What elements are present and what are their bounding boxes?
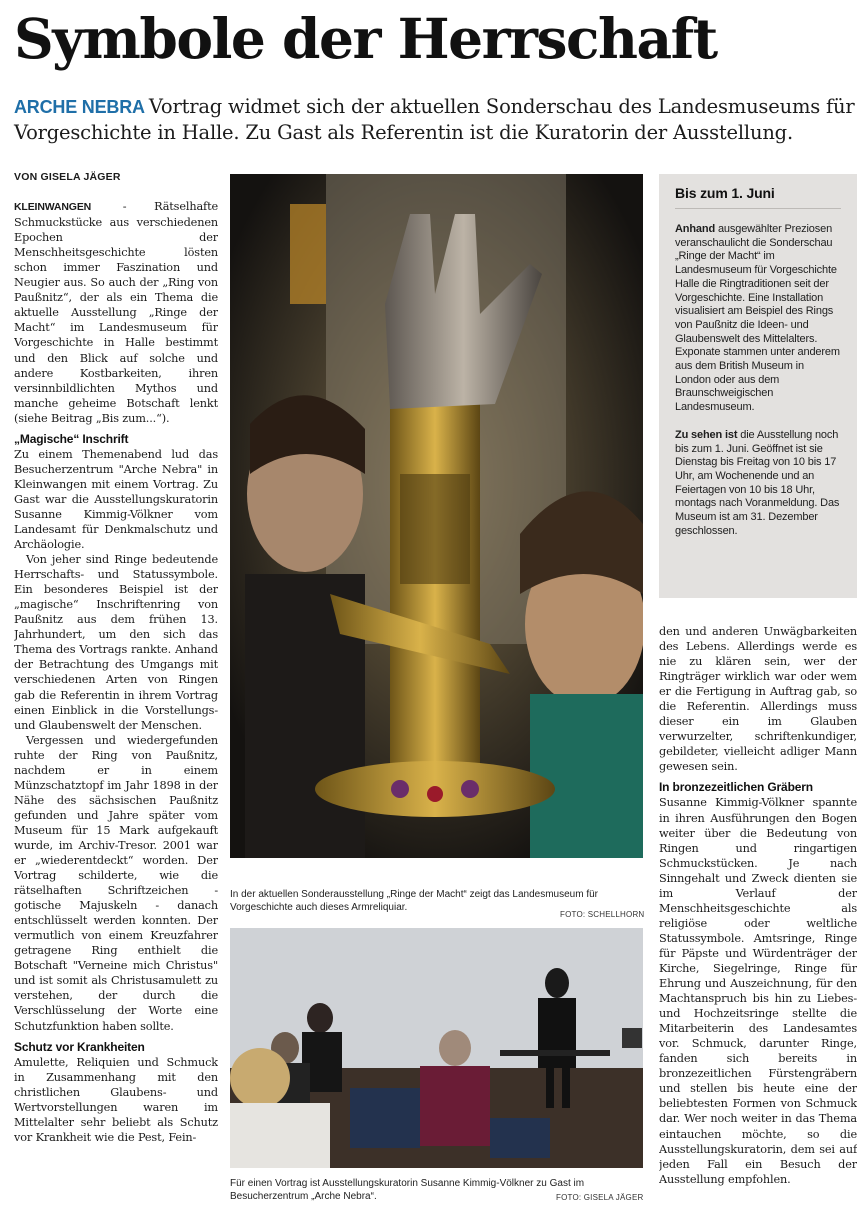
article-column-1 — [14, 170, 218, 1216]
byline: VON GISELA JÄGER — [14, 171, 121, 183]
paragraph-rediscovery: Vergessen und wiedergefunden ruhte der Ring von Paußnitz, nachdem er in einem Münzschatztopf im Jahr 1898 in der Nähe des sächsischen Paußnitz gefunden und Jahre später vom Museum für 15 Mark aufgekauft wurde, im Archiv-Tresor. 2001 war er „wiederentdeckt“ worden. Der Vortrag schilderte, wie die rätselhaften Schriftzeichen - gotische Majuskeln - danach entschlüsselt werden konnten. Der vermutlich von einem Kreuzfahrer getragene Ring enthielt die Botschaft "Verneine mich Christus" und ist somit als Christusamulett zu verstehen, der durch die Verschlüsselung der Worte eine Schutzfunktion haben sollte. — [14, 733, 218, 1033]
subheading-protection: Schutz vor Krankheiten — [14, 1039, 145, 1054]
info-box-title: Bis zum 1. Juni — [675, 184, 841, 209]
info-box-lead-2: Zu sehen ist — [675, 428, 738, 441]
paragraph-kimmig-voelkner: Susanne Kimmig-Völkner spannte in ihren Ausführungen den Bogen weiter über die Bedeutung von Ringen und ringartigen Schmuckstücken. Je nach Sinngehalt und Zweck dienten sie im Verlauf der Menschheitsgeschichte als religiöse oder weltliche Statussymbole. Amtsringe, Ringe für Päpste und Würdenträger der Kirche, Siegelringe, Ringe für Ehrung und Auszeichnung, für den Machtanspruch bis hin zu Liebes- und Hochzeitsringe stellte die Mitarbeiterin des Landesamtes vor. Schmuck, darunter Ringe, fanden sich bereits in bronzezeitlichen Fürstengräbern und stellen bis heute eine der beliebtesten Formen von Schmuck dar. Wer noch weiter in das Thema eintauchen möchte, so die Ausstellungskuratorin, dem sei auf jeden Fall ein Besuch der Ausstellung empfohlen. — [659, 796, 857, 1186]
paragraph-amulets-part1: Amulette, Reliquien und Schmuck in Zusammenhang mit den christlichen Glaubens- und Wertvorstellungen waren im Mittelalter sehr beliebt als Schutz vor Krankheit wie die Pest, Fein- — [14, 1055, 218, 1144]
reliquary-photo-illustration — [230, 174, 643, 858]
photo2-caption: Für einen Vortrag ist Ausstellungskuratorin Susanne Kimmig-Völkner zu Gast im Besucherzentrum „Arche Nebra“. — [230, 1178, 585, 1202]
paragraph-event: Zu einem Themenabend lud das Besucherzentrum "Arche Nebra" in Kleinwangen mit einem Vortrag. Zu Gast war die Ausstellungskuratorin Susanne Kimmig-Völkner vom Landesamt für Denkmalschutz und Archäologie. — [14, 447, 218, 552]
reliquary-photo — [230, 174, 643, 858]
info-box — [659, 174, 857, 598]
info-box-text-1: ausgewählter Preziosen veranschaulicht die Sonderschau „Ringe der Macht“ im Landesmuseum für Vorgeschichte Halle die Ringtraditionen seit der Vorgeschichte. Eine Installation visualisiert am Beispiel des Rings von Paußnitz die Ideen- und Glaubenswelt des Mittelalters. Exponate stammen unter anderem aus dem British Museum in London oder aus dem Braunschweigischen Landesmuseum. — [675, 223, 840, 414]
kicker: ARCHE NEBRA — [14, 97, 145, 117]
info-box-paragraph-2 — [675, 429, 841, 539]
subheadline — [14, 94, 859, 146]
subheading-magic-inscription: „Magische“ Inschrift — [14, 431, 129, 446]
info-box-lead-1: Anhand — [675, 223, 716, 235]
photo1-caption: In der aktuellen Sonderausstellung „Ringe der Macht“ zeigt das Landesmuseum für Vorgeschichte auch dieses Armreliquiar. — [230, 889, 598, 913]
article-column-3 — [659, 624, 857, 1219]
dateline-dash: - — [95, 200, 155, 214]
dateline: KLEINWANGEN — [14, 201, 92, 214]
lecture-photo — [230, 928, 643, 1168]
headline: Symbole der Herrschaft — [14, 6, 717, 71]
lecture-photo-illustration — [230, 928, 643, 1168]
subheading-bronze-age: In bronzezeitlichen Gräbern — [659, 780, 813, 795]
paragraph-amulets-part2: den und anderen Unwägbarkeiten des Lebens. Allerdings werde es nie zu klären sein, wer der Ringträger wirklich war oder wem er die Fertigung in Auftrag gab, so die Referentin. Allerdings muss dieser ein im Glauben verwurzelter, schriftenkundiger, gebildeter, vielleicht adliger Mann gewesen sein. — [659, 625, 857, 774]
paragraph-intro — [14, 199, 218, 426]
photo2-credit: FOTO: GISELA JÄGER — [556, 1193, 644, 1202]
subhead-text: Vortrag widmet sich der aktuellen Sonderschau des Landesmuseums für Vorgeschichte in Halle. Zu Gast als Referentin ist die Kuratorin der Ausstellung. — [14, 95, 855, 144]
info-box-paragraph-1 — [675, 223, 841, 415]
info-box-text-2: die Ausstellung noch bis zum 1. Juni. Geöffnet ist sie Dienstag bis Freitag von 10 bis 17 Uhr, am Wochenende und an Feiertagen von 10 bis 18 Uhr, montags nach Voranmeldung. Das Museum ist am 31. Dezember geschlossen. — [675, 428, 840, 537]
paragraph-ring-symbols: Von jeher sind Ringe bedeutende Herrschafts- und Statussymbole. Ein besonderes Beispiel ist der „magische“ Inschriftenring von Paußnitz aus dem frühen 13. Jahrhundert, um den sich das Thema des Vortrags rankte. Anhand der Betrachtung des Umgangs mit verschiedenen Arten von Ringen gab die Referentin in ihrem Vortrag einen Einblick in die Vorstellungs- und Glaubenswelt der Menschen. — [14, 553, 218, 732]
paragraph-intro-text: Rätselhafte Schmuckstücke aus verschiedenen Epochen der Menschheitsgeschichte lösten schon immer Faszination und Neugier aus. So auch der „Ring von Paußnitz“, der als ein Thema die aktuelle Ausstellung „Ringe der Macht“ im Landesmuseum für Vorgeschichte in Halle bestimmt und den Blick auf solche und andere Kostbarkeiten, ihren versinnbildlichten Mythos und manche geheime Botschaft lenkt (siehe Beitrag „Bis zum...“). — [14, 200, 218, 425]
photo1-credit: FOTO: SCHELLHORN — [560, 910, 645, 919]
